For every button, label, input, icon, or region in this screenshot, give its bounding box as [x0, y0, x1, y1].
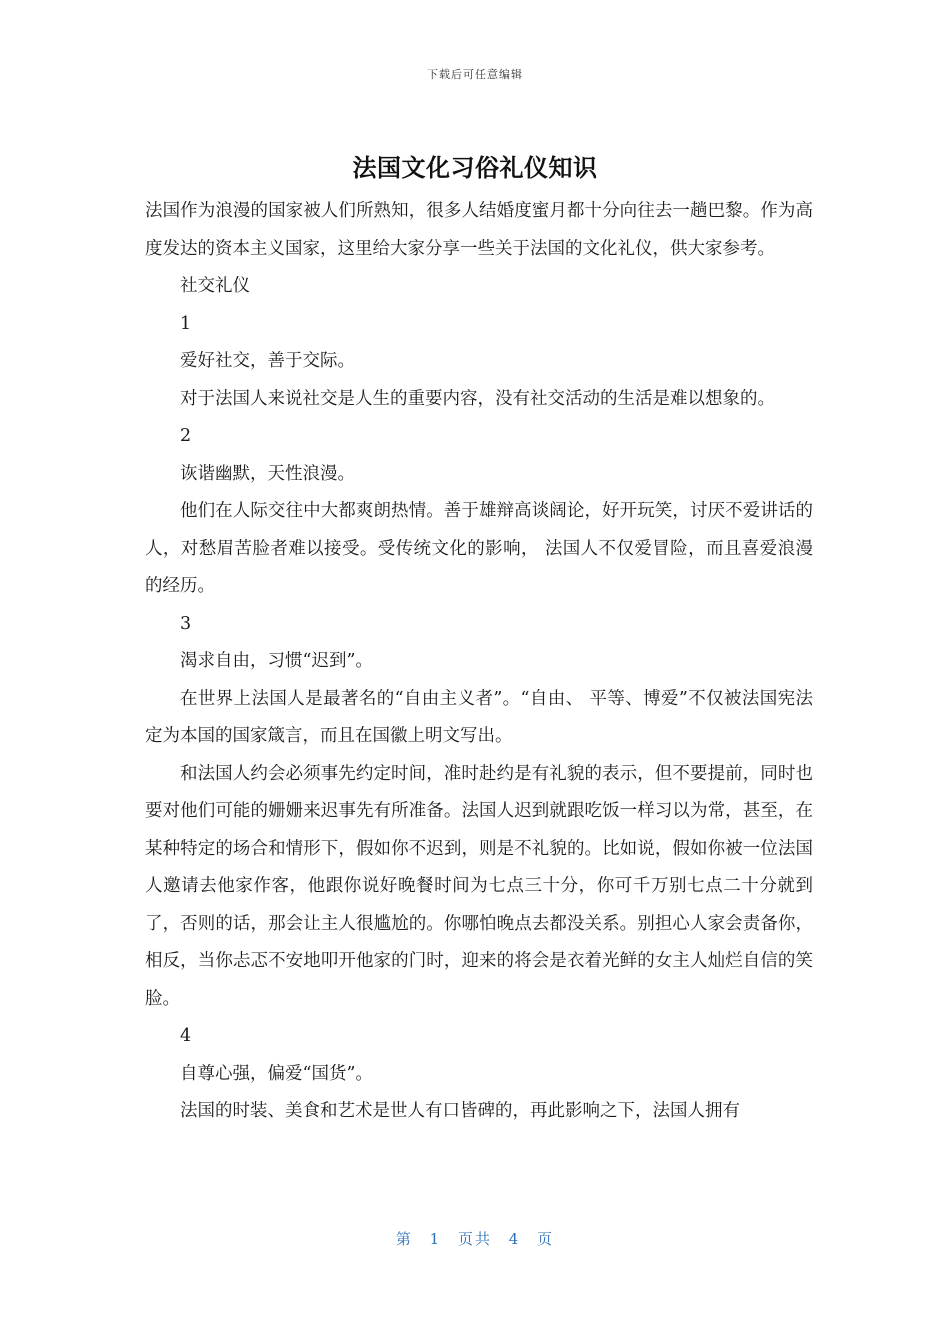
body-paragraph: 4 — [180, 1026, 192, 1046]
body-paragraph: 法国作为浪漫的国家被人们所熟知，很多人结婚度蜜月都十分向往去一趟巴黎。作为高度发达的资本主义国家，这里给大家分享一些关于法国的文化礼仪，供大家参考。 — [145, 201, 813, 259]
body-paragraph: 自尊心强，偏爱“国货”。 — [180, 1063, 373, 1084]
page-footer — [0, 1228, 950, 1249]
body-paragraph: 2 — [180, 426, 192, 446]
body-paragraph: 诙谐幽默，天性浪漫。 — [180, 463, 355, 484]
footer-suffix: 页 — [537, 1230, 555, 1248]
document-body — [145, 193, 813, 1131]
footer-middle: 页共 — [457, 1230, 492, 1248]
body-paragraph: 社交礼仪 — [180, 276, 250, 296]
body-paragraph: 他们在人际交往中大都爽朗热情。善于雄辩高谈阔论，好开玩笑，讨厌不爱讲话的人，对愁眉苦脸者难以接受。受传统文化的影响， 法国人不仅爱冒险，而且喜爱浪漫的经历。 — [145, 501, 813, 596]
document-title: 法国文化习俗礼仪知识 — [352, 154, 598, 182]
body-paragraph: 法国的时装、美食和艺术是世人有口皆碑的，再此影响之下，法国人拥有 — [180, 1101, 740, 1121]
header-note: 下载后可任意编辑 — [427, 68, 523, 81]
body-paragraph: 在世界上法国人是最著名的“自由主义者”。“自由、 平等、博爱”不仅被法国宪法定为本国的国家箴言，而且在国徽上明文写出。 — [145, 688, 813, 746]
body-paragraph: 对于法国人来说社交是人生的重要内容，没有社交活动的生活是难以想象的。 — [180, 388, 775, 409]
body-paragraph: 渴求自由，习惯“迟到”。 — [180, 651, 373, 671]
body-paragraph: 和法国人约会必须事先约定时间，准时赴约是有礼貌的表示，但不要提前，同时也要对他们可能的姗姗来迟事先有所准备。法国人迟到就跟吃饭一样习以为常，甚至，在某种特定的场合和情形下，假如你不迟到，则是不礼貌的。比如说，假如你被一位法国人邀请去他家作客，他跟你说好晚餐时间为七点三十分，你可千万别七点二十分就到了，否则的话，那会让主人很尴尬的。你哪怕晚点去都没关系。别担心人家会责备你，相反，当你忐忑不安地叩开他家的门时，迎来的将会是衣着光鲜的女主人灿烂自信的笑脸。 — [145, 763, 813, 1009]
current-page-number: 1 — [429, 1230, 442, 1248]
body-paragraph: 3 — [180, 613, 192, 634]
total-pages-number: 4 — [508, 1230, 521, 1248]
footer-prefix: 第 — [395, 1230, 413, 1248]
body-paragraph: 1 — [180, 313, 192, 334]
body-paragraph: 爱好社交，善于交际。 — [180, 351, 355, 371]
